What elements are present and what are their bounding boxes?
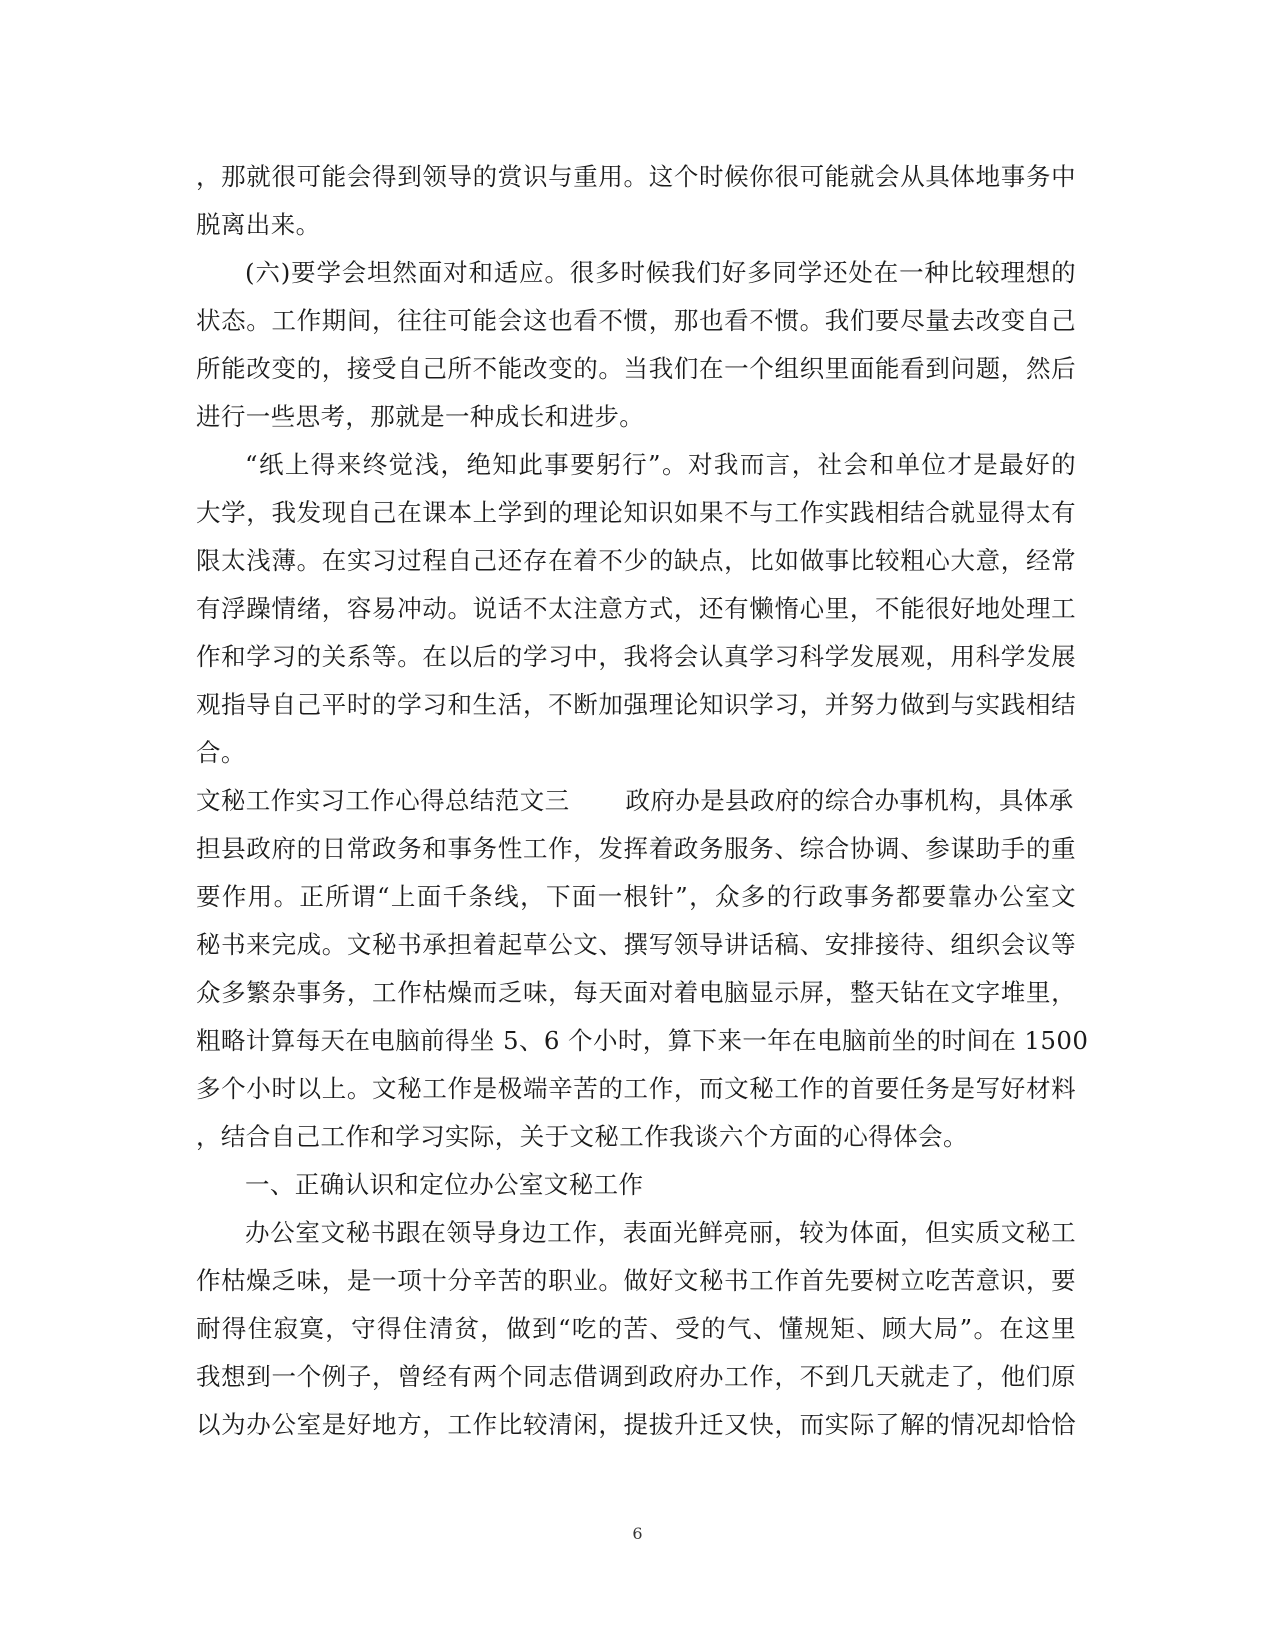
section-title-line bbox=[196, 777, 1076, 825]
text-line: 进行一些思考，那就是一种成长和进步。 bbox=[196, 402, 645, 431]
paragraph-start-line: (六)要学会坦然面对和适应。很多时候我们好多同学还处在一种比较理想的 bbox=[245, 258, 1076, 287]
text-line: ，结合自己工作和学习实际，关于文秘工作我谈六个方面的心得体会。 bbox=[196, 1122, 968, 1151]
page-number: 6 bbox=[632, 1524, 643, 1543]
text-line: 秘书来完成。文秘书承担着起草公文、撰写领导讲话稿、安排接待、组织会议等 bbox=[196, 930, 1076, 959]
text-line: 所能改变的，接受自己所不能改变的。当我们在一个组织里面能看到问题，然后 bbox=[196, 354, 1076, 383]
text-line: 限太浅薄。在实习过程自己还存在着不少的缺点，比如做事比较粗心大意，经常 bbox=[196, 546, 1076, 575]
text-line: 以为办公室是好地方，工作比较清闲，提拔升迁又快，而实际了解的情况却恰恰 bbox=[196, 1410, 1076, 1439]
text-line: 我想到一个例子，曾经有两个同志借调到政府办工作，不到几天就走了，他们原 bbox=[196, 1362, 1076, 1391]
text-line: 有浮躁情绪，容易冲动。说话不太注意方式，还有懒惰心里，不能很好地处理工 bbox=[196, 594, 1076, 623]
text-line: 作和学习的关系等。在以后的学习中，我将会认真学习科学发展观，用科学发展 bbox=[196, 642, 1076, 671]
text-line: 担县政府的日常政务和事务性工作，发挥着政务服务、综合协调、参谋助手的重 bbox=[196, 834, 1076, 863]
text-line: ，那就很可能会得到领导的赏识与重用。这个时候你很可能就会从具体地事务中 bbox=[196, 162, 1076, 191]
text-line: 状态。工作期间，往往可能会这也看不惯，那也看不惯。我们要尽量去改变自己 bbox=[196, 306, 1076, 335]
section-first-sentence: 政府办是县政府的综合办事机构，具体承 bbox=[625, 786, 1074, 815]
subheading-line: 一、正确认识和定位办公室文秘工作 bbox=[245, 1170, 644, 1199]
document-body bbox=[196, 153, 1089, 1449]
text-line: 观指导自己平时的学习和生活，不断加强理论知识学习，并努力做到与实践相结 bbox=[196, 690, 1076, 719]
text-line: 粗略计算每天在电脑前得坐 5、6 个小时，算下来一年在电脑前坐的时间在 1500 bbox=[196, 1026, 1089, 1055]
text-line: 多个小时以上。文秘工作是极端辛苦的工作，而文秘工作的首要任务是写好材料 bbox=[196, 1074, 1076, 1103]
text-line: 耐得住寂寞，守得住清贫，做到“吃的苦、受的气、懂规矩、顾大局”。在这里 bbox=[196, 1314, 1076, 1343]
paragraph-start-line: 办公室文秘书跟在领导身边工作，表面光鲜亮丽，较为体面，但实质文秘工 bbox=[245, 1218, 1076, 1247]
section-title: 文秘工作实习工作心得总结范文三 bbox=[196, 786, 570, 815]
text-line: 要作用。正所谓“上面千条线，下面一根针”，众多的行政事务都要靠办公室文 bbox=[196, 882, 1076, 911]
text-line: 大学，我发现自己在课本上学到的理论知识如果不与工作实践相结合就显得太有 bbox=[196, 498, 1076, 527]
paragraph-start-line: “纸上得来终觉浅，绝知此事要躬行”。对我而言，社会和单位才是最好的 bbox=[245, 450, 1076, 479]
text-line: 合。 bbox=[196, 738, 246, 767]
text-line: 众多繁杂事务，工作枯燥而乏味，每天面对着电脑显示屏，整天钻在文字堆里， bbox=[196, 978, 1076, 1007]
text-line: 脱离出来。 bbox=[196, 210, 321, 239]
text-line: 作枯燥乏味，是一项十分辛苦的职业。做好文秘书工作首先要树立吃苦意识，要 bbox=[196, 1266, 1076, 1295]
